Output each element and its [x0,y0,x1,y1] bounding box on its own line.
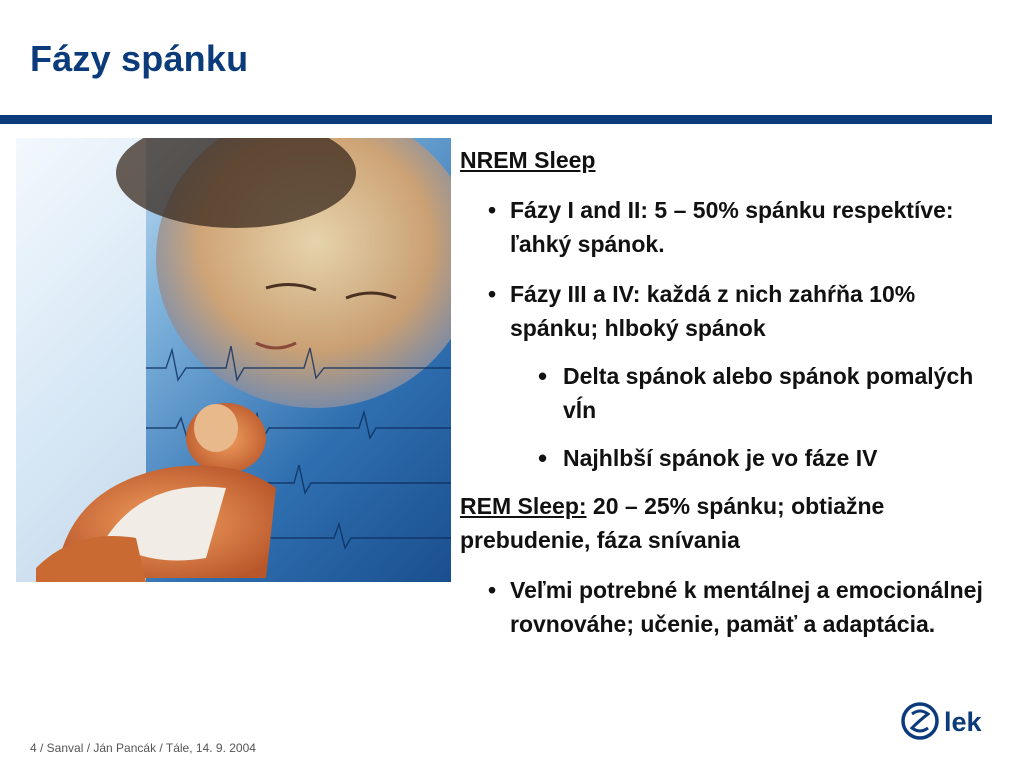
logo-text: lek [944,707,982,737]
rem-heading: REM Sleep: [460,493,587,519]
slide-title: Fázy spánku [30,38,249,79]
bullet-item: • Fázy III a IV: každá z nich zahŕňa 10% spánku; hlboký spánok [510,277,1000,345]
title-divider [0,115,992,124]
bullet-item: • Veľmi potrebné k mentálnej a emocionálnej rovnováhe; učenie, pamäť a adaptácia. [510,573,1000,641]
sleep-illustration [16,138,451,582]
rem-paragraph [460,489,1000,557]
rem-text: 20 – 25% spánku; obtiažne prebudenie, fáza snívania [460,493,885,553]
slide-footer: 4 / Sanval / Ján Pancák / Tále, 14. 9. 2004 [30,741,256,755]
sub-bullet-item: • Delta spánok alebo spánok pomalých vĺn [563,359,1000,427]
bullet-item: • Fázy I and II: 5 – 50% spánku respektíve: ľahký spánok. [510,193,1000,261]
nrem-heading: NREM Sleep [460,147,596,173]
slide-content [460,143,1000,641]
sub-bullet-item: • Najhlbší spánok je vo fáze IV [563,441,1000,475]
company-logo [900,700,995,742]
